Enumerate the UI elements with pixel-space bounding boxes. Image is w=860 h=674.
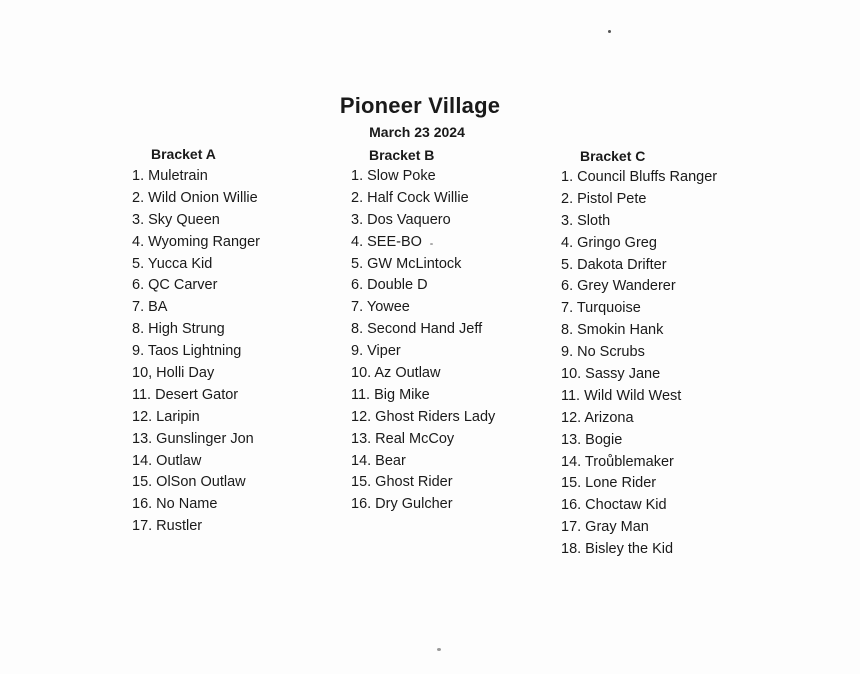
list-item: 3. Sloth [561, 212, 611, 229]
list-item: 13. Real McCoy [351, 430, 455, 447]
list-item: 18. Bisley the Kid [561, 541, 674, 558]
bracket-c-list [561, 167, 717, 561]
list-item: 11. Desert Gator [132, 386, 239, 403]
list-item: 16. Dry Gulcher [351, 496, 453, 513]
list-item: 10, Holli Day [132, 365, 215, 382]
list-item: 15. Ghost Rider [351, 474, 453, 491]
list-item: 3. Dos Vaquero [351, 211, 451, 228]
scan-speck [608, 30, 611, 33]
list-item: 11. Big Mike [351, 386, 430, 403]
list-item: 12. Ghost Riders Lady [351, 408, 496, 425]
list-item: 12. Laripin [132, 408, 200, 425]
list-item: 4. Gringo Greg [561, 234, 657, 251]
page-title: Pioneer Village [339, 93, 501, 118]
list-item: 10. Az Outlaw [351, 365, 441, 382]
list-item: 16. Choctaw Kid [561, 497, 667, 514]
list-item: 9. Viper [351, 343, 401, 360]
list-item: 13. Bogie [561, 431, 623, 448]
list-item: 17. Gray Man [561, 519, 649, 536]
scan-speck [437, 648, 441, 651]
list-item: 14. Outlaw [132, 452, 202, 469]
list-item: 9. No Scrubs [561, 344, 645, 361]
list-item: 17. Rustler [132, 518, 203, 535]
list-item: 8. Smokin Hank [561, 322, 664, 339]
list-item: 2. Half Cock Willie [351, 189, 469, 206]
list-item: 12. Arizona [561, 409, 634, 426]
list-item: 2. Wild Onion Willie [132, 189, 258, 206]
scan-speck [430, 243, 433, 245]
list-item: 8. High Strung [132, 321, 225, 338]
list-item: 7. Yowee [351, 299, 410, 316]
list-item: 11. Wild Wild West [561, 387, 682, 404]
list-item: 4. Wyoming Ranger [132, 233, 261, 250]
list-item: 3. Sky Queen [132, 211, 220, 228]
list-item: 10. Sassy Jane [561, 366, 661, 383]
list-item: 16. No Name [132, 496, 218, 513]
list-item: 7. Turquoise [561, 300, 641, 317]
list-item: 14. Troůblemaker [561, 453, 674, 470]
list-item: 6. QC Carver [132, 277, 218, 294]
list-item: 7. BA [132, 299, 168, 316]
list-item: 13. Gunslinger Jon [132, 430, 254, 447]
list-item: 15. Lone Rider [561, 475, 657, 492]
list-item: 1. Muletrain [132, 168, 208, 184]
list-item: 5. Yucca Kid [132, 255, 213, 272]
list-item: 1. Slow Poke [351, 168, 436, 184]
list-item: 1. Council Bluffs Ranger [561, 169, 718, 185]
list-item: 6. Grey Wanderer [561, 278, 676, 295]
list-item: 6. Double D [351, 277, 428, 294]
list-item: 5. Dakota Drifter [561, 256, 667, 273]
list-item: 14. Bear [351, 452, 406, 469]
list-item: 5. GW McLintock [351, 255, 462, 272]
event-date: March 23 2024 [369, 124, 465, 140]
bracket-c-header: Bracket C [580, 148, 646, 164]
bracket-a-list [132, 166, 260, 538]
bracket-b-list [351, 166, 495, 516]
bracket-b-header: Bracket B [369, 147, 435, 163]
list-item: 8. Second Hand Jeff [351, 321, 483, 338]
list-item: 2. Pistol Pete [561, 190, 647, 207]
list-item: 15. OlSon Outlaw [132, 474, 246, 491]
list-item: 4. SEE-BO [351, 233, 422, 250]
bracket-a-header: Bracket A [151, 146, 216, 162]
list-item: 9. Taos Lightning [132, 343, 242, 360]
